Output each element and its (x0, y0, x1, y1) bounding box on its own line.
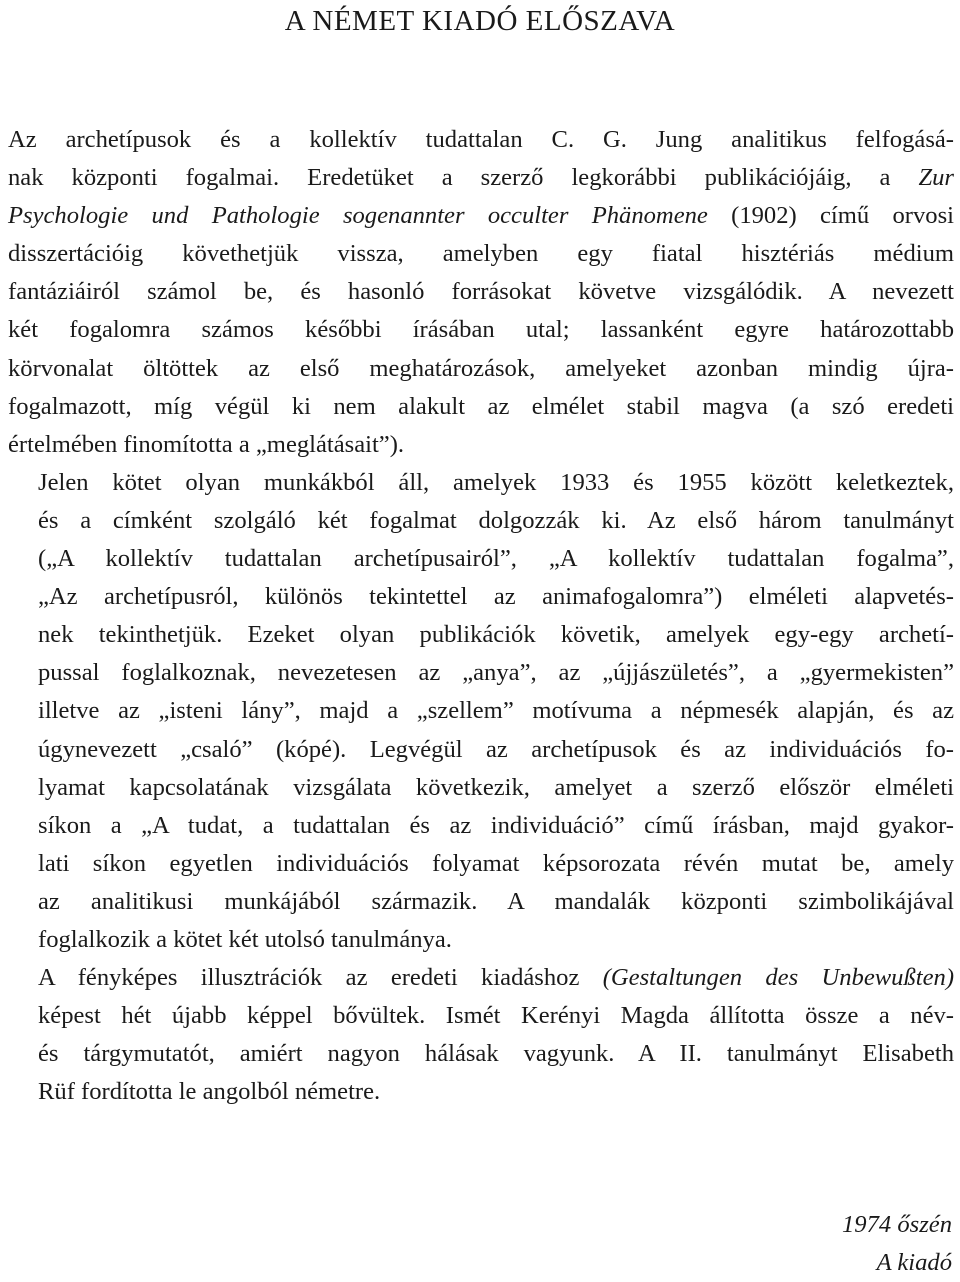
text-line: és tárgymutatót, amiért nagyon hálásak vagyunk. A II. tanulmányt Elisabeth (38, 1040, 954, 1068)
page-title: A NÉMET KIADÓ ELŐSZAVA (284, 5, 676, 37)
paragraph-3 (8, 959, 954, 1111)
text-line: foglalkozik a kötet két utolsó tanulmánya. (38, 925, 452, 953)
text-line: Jelen kötet olyan munkákból áll, amelyek 1933 és 1955 között keletkeztek, (38, 468, 954, 496)
text-line: és a címként szolgáló két fogalmat dolgozzák ki. Az első három tanulmányt (38, 506, 954, 534)
text-line: („A kollektív tudattalan archetípusairól”, „A kollektív tudattalan fogalma”, (38, 545, 954, 573)
text-line: illetve az „isteni lány”, majd a „szellem” motívuma a népmesék alapján, és az (38, 697, 954, 725)
text-line: nak központi fogalmai. Eredetüket a szerző legkorábbi publikációjáig, a Zur (8, 164, 954, 192)
text-line: képest hét újabb képpel bővültek. Ismét Kerényi Magda állította össze a név- (38, 1002, 954, 1030)
body-text (8, 121, 954, 1111)
signature-date: 1974 őszén (842, 1211, 952, 1238)
text-line: nek tekinthetjük. Ezeket olyan publikációk követik, amelyek egy-egy archetí- (38, 621, 954, 649)
signature-block (842, 1206, 952, 1282)
text-line: Psychologie und Pathologie sogenannter occulter Phänomene (1902) című orvosi (8, 202, 954, 230)
text-line: Rüf fordította le angolból németre. (38, 1078, 381, 1106)
text-line: „Az archetípusról, különös tekintettel az animafogalomra”) elméleti alapvetés- (38, 583, 954, 611)
paragraph-2 (8, 464, 954, 959)
text-line: Az archetípusok és a kollektív tudattalan C. G. Jung analitikus felfogásá- (8, 126, 954, 153)
text-line: értelmében finomította a „meglátásait”). (8, 430, 405, 458)
text-line: lati síkon egyetlen individuációs folyamat képsorozata révén mutat be, amely (38, 849, 954, 877)
text-line: lyamat kapcsolatának vizsgálata következik, amelyet a szerző először elméleti (38, 773, 954, 801)
text-line: körvonalat öltöttek az első meghatározások, amelyeket azonban mindig újra- (8, 354, 954, 382)
text-line: az analitikusi munkájából származik. A mandalák központi szimbolikájával (38, 887, 954, 915)
signature-author: A kiadó (876, 1249, 952, 1276)
text-line: síkon a „A tudat, a tudattalan és az individuáció” című írásban, majd gyakor- (38, 811, 954, 839)
text-line: két fogalomra számos későbbi írásában utal; lassanként egyre határozottabb (8, 316, 954, 344)
text-line: úgynevezett „csaló” (kópé). Legvégül az archetípusok és az individuációs fo- (38, 735, 954, 763)
text-line: fogalmazott, míg végül ki nem alakult az elmélet stabil magva (a szó eredeti (8, 392, 954, 420)
text-line: fantáziáiról számol be, és hasonló forrásokat követve vizsgálódik. A nevezett (8, 278, 954, 306)
paragraph-1 (8, 121, 954, 464)
text-line: disszertációig követhetjük vissza, amelyben egy fiatal hisztériás médium (8, 240, 954, 268)
text-line: pussal foglalkoznak, nevezetesen az „anya”, az „újjászületés”, a „gyermekisten” (38, 659, 954, 687)
text-line: A fényképes illusztrációk az eredeti kiadáshoz (Gestaltungen des Unbewußten) (38, 964, 955, 992)
